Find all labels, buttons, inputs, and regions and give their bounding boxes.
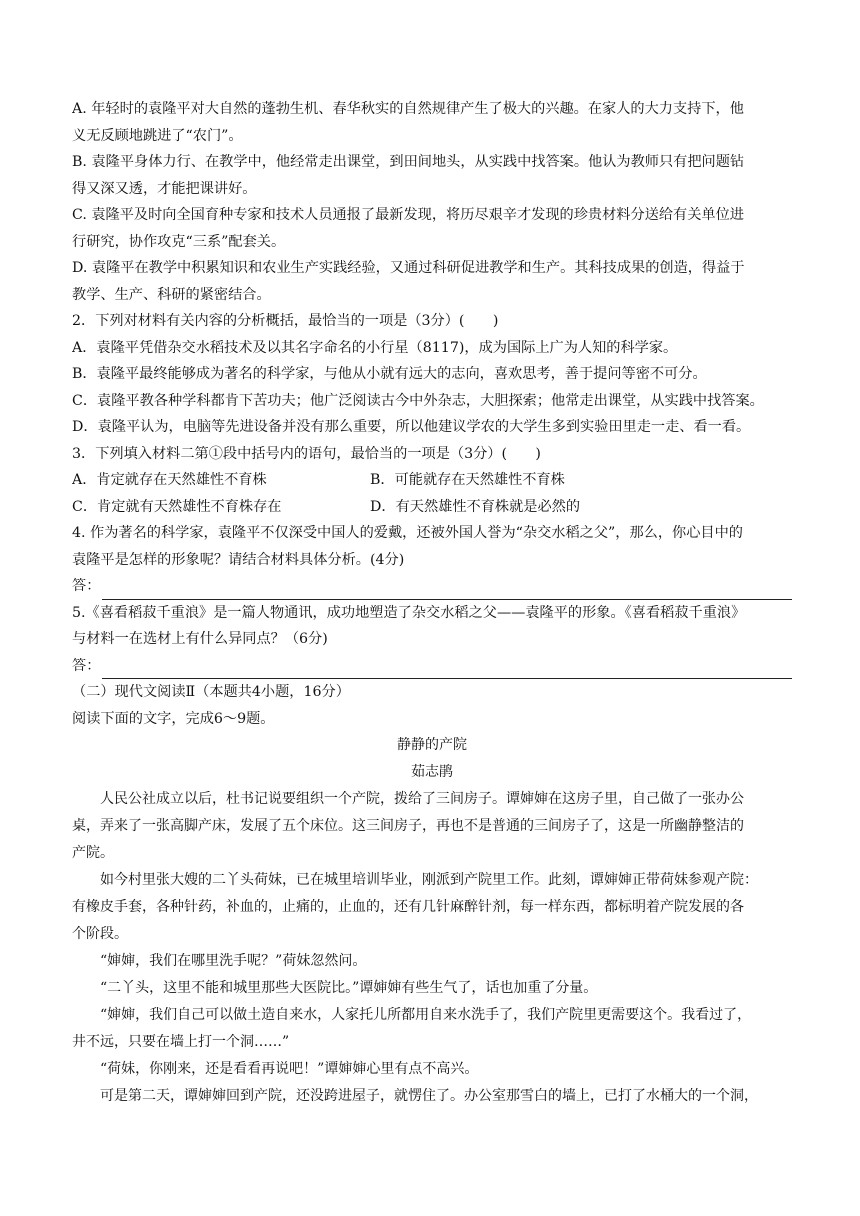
story-line: “荷妹，你刚来，还是看看再说吧！”谭婶婶心里有点不高兴。: [100, 1061, 479, 1077]
q5-answer-line[interactable]: [72, 653, 792, 680]
q5-answer-label: 答：: [72, 657, 101, 674]
story-line: 如今村里张大嫂的二丫头荷妹，已在城里培训毕业，刚派到产院里工作。此刻，谭婶婶正带荷妹参观产院：: [100, 872, 758, 888]
q5-stem-line2: 与材料一在选材上有什么异同点？（6分): [72, 631, 328, 647]
story-line: “婶婶，我们在哪里洗手呢？”荷妹忽然问。: [100, 953, 367, 969]
q1-option-c-line2: 行研究，协作攻克“三系”配套关。: [72, 233, 286, 250]
q1-option-a-line2: 义无反顾地跳进了“农门”。: [72, 127, 243, 144]
q3-option-d: D．有天然雄性不育株就是必然的: [370, 498, 581, 515]
story-paragraph-2: [72, 867, 792, 948]
section-2-heading: （二）现代文阅读Ⅱ（本题共4小题，16分）: [72, 684, 350, 700]
story-paragraph-5: [72, 1002, 792, 1056]
q4-answer-rule: [102, 581, 792, 600]
q2-option-d: D．袁隆平认为，电脑等先进设备并没有那么重要，所以他建议学农的大学生多到实验田里走一走、看一看。: [72, 419, 751, 435]
section-2-instruction: 阅读下面的文字，完成6～9题。: [72, 710, 275, 727]
story-author: 茹志鹃: [411, 764, 453, 780]
q1-option-b-line2: 得又深又透，才能把课讲好。: [72, 180, 257, 197]
story: [72, 732, 792, 1110]
question-2: [72, 308, 792, 441]
story-line: 人民公社成立以后，杜书记说要组织一个产院，拨给了三间房子。谭婶婶在这房子里，自己做了一张办公: [100, 791, 744, 807]
q1-option-c-line1: C. 袁隆平及时向全国育种专家和技术人员通报了最新发现，将历尽艰辛才发现的珍贵材料分送给有关单位进: [72, 207, 744, 223]
story-line: 井不远，只要在墙上打一个洞……”: [72, 1034, 290, 1050]
story-line: “二丫头，这里不能和城里那些大医院比。”谭婶婶有些生气了，话也加重了分量。: [100, 980, 598, 996]
question-4: [72, 520, 792, 600]
story-paragraph-1: [72, 786, 792, 867]
question-3: [72, 441, 792, 521]
q1-options: [72, 96, 792, 308]
story-paragraph-7: [72, 1083, 792, 1110]
story-line: 可是第二天，谭婶婶回到产院，还没跨进屋子，就愣住了。办公室那雪白的墙上，已打了水桶大的一个洞，: [100, 1088, 758, 1104]
story-paragraph-4: [72, 975, 792, 1002]
q5-stem-line1: 5.《喜看稻菽千重浪》是一篇人物通讯，成功地塑造了杂交水稻之父——袁隆平的形象。《喜看稻菽千重浪》: [72, 604, 746, 621]
story-title: 静静的产院: [397, 737, 467, 753]
q5-answer-rule: [102, 660, 792, 679]
exam-page: [72, 96, 792, 1110]
q3-option-c: C．肯定就有天然雄性不育株存在: [72, 498, 282, 515]
story-line: 产院。: [72, 845, 114, 861]
q3-stem: 3．下列填入材料二第①段中括号内的语句，最恰当的一项是（3分）( ): [72, 445, 541, 462]
q2-option-a: A．袁隆平凭借杂交水稻技术及以其名字命名的小行星（8117)，成为国际上广为人知的科学家。: [72, 339, 678, 356]
q3-option-a: A．肯定就存在天然雄性不育株: [72, 472, 267, 488]
q1-option-a-line1: A. 年轻时的袁隆平对大自然的蓬勃生机、春华秋实的自然规律产生了极大的兴趣。在家人的大力支持下，他: [72, 101, 744, 117]
q3-option-b: B．可能就存在天然雄性不育株: [370, 472, 565, 488]
story-paragraph-6: [72, 1056, 792, 1083]
story-line: 桌，弄来了一张高脚产床，发展了五个床位。这三间房子，再也不是普通的三间房子了，这是一所幽静整洁的: [72, 818, 744, 834]
q4-stem-line1: 4. 作为著名的科学家，袁隆平不仅深受中国人的爱戴，还被外国人誉为“杂交水稻之父”，那么，你心目中的: [72, 525, 743, 541]
story-line: 个阶段。: [72, 926, 128, 942]
q1-option-d-line2: 教学、生产、科研的紧密结合。: [72, 286, 271, 303]
section-2-header: [72, 679, 792, 732]
q1-option-b-line1: B. 袁隆平身体力行、在教学中，他经常走出课堂，到田间地头，从实践中找答案。他认为教师只有把问题钻: [72, 154, 745, 170]
question-5: [72, 600, 792, 680]
q2-option-c: C．袁隆平教各种学科都肯下苦功夫；他广泛阅读古今中外杂志，大胆探索；他常走出课堂，从实践中找答案。: [72, 392, 764, 409]
q1-option-d-line1: D. 袁隆平在教学中积累知识和农业生产实践经验，又通过科研促进教学和生产。其科技成果的创造，得益于: [72, 260, 745, 276]
story-line: 有橡皮手套，各种针药，补血的，止痛的，止血的，还有几针麻醉针剂，每一样东西，都标明着产院发展的各: [72, 899, 744, 915]
q2-stem: 2．下列对材料有关内容的分析概括，最恰当的一项是（3分）( ): [72, 313, 499, 329]
q4-answer-label: 答：: [72, 578, 101, 594]
q3-options-row-2: [72, 494, 792, 521]
q4-answer-line[interactable]: [72, 573, 792, 600]
q4-stem-line2: 袁隆平是怎样的形象呢？请结合材料具体分析。(4分): [72, 551, 405, 568]
story-paragraph-3: [72, 948, 792, 975]
story-line: “婶婶，我们自己可以做土造自来水，人家托儿所都用自来水洗手了，我们产院里更需要这个。我看过了，: [100, 1007, 752, 1023]
q2-option-b: B．袁隆平最终能够成为著名的科学家，与他从小就有远大的志向，喜欢思考，善于提问等密不可分。: [72, 366, 707, 382]
q3-options-row-1: [72, 467, 792, 494]
